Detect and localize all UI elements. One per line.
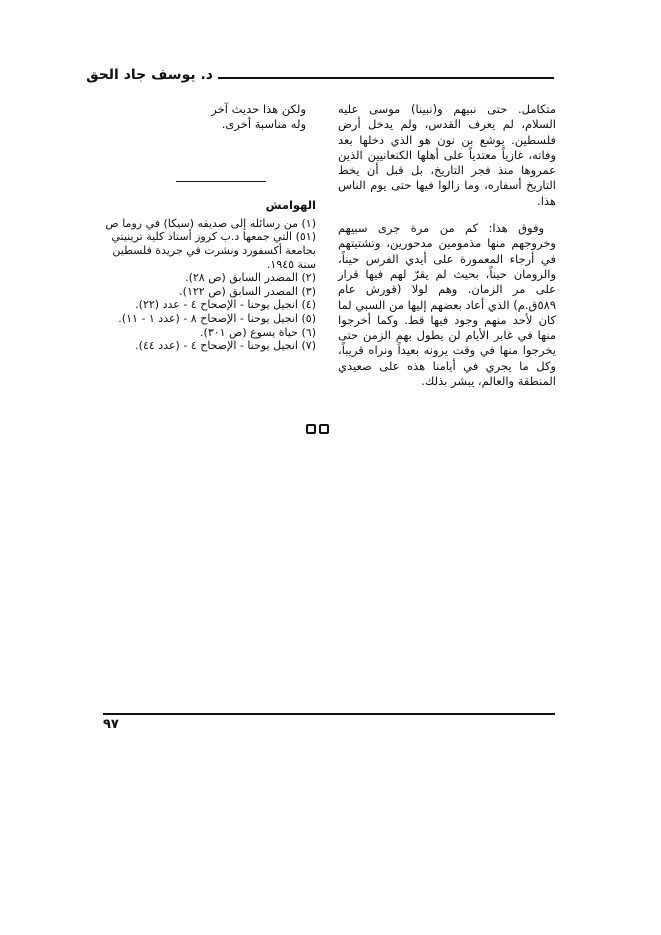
footnote-item: (٢) المصدر السابق (ص ٢٨). bbox=[185, 271, 316, 285]
footnote-item: (٤) انجيل يوحنا - الإصحاح ٤ - عدد (٢٢). bbox=[135, 298, 316, 312]
closing-lines bbox=[103, 102, 316, 133]
footnote-item: (٣) المصدر السابق (ص ١٢٢). bbox=[179, 284, 316, 298]
closing-line: وله مناسبة أخرى. bbox=[221, 117, 306, 132]
footnote-item: (١) من رسائله إلى صديقه (سيكا) في روما ص (٥١) التي جمعها د.ب كروز أستاذ كلية ترينيتي بجامعة أكسفورد ونشرت في جريدة فلسطين سنة ١٩٤٥. bbox=[105, 216, 316, 271]
footnote-item: (٧) انجيل يوحنا - الإصحاح ٤ - (عدد ٤٤). bbox=[135, 339, 316, 353]
body-paragraph: وفوق هذا: كم من مرة جرى سبيهم وخروجهم منها مذمومين مدحورين، وتشتيتهم في أرجاء المعمورة على أيدي الفرس حيناً، والرومان حيناً، بحيث لم يقرّ لهم فيها قرار على مر الزمان. وهم لولا (قورش عام ٥٨٩ق.م) الذي أعاد بعضهم إليها من السبي لما كان لأحد منهم وجود فيها قط. وكما أخرجوا منها في غابر الأيام لن يطول بهم الزمن حتى يخرجوا منها في وقت يرونه بعيداً ونراه قريباً، وكل ما يجري في أيامنا هذه على صعيدي المنطقة والعالم، يبشر بذلك. bbox=[338, 221, 556, 389]
left-column bbox=[103, 102, 316, 353]
square-icon bbox=[319, 424, 329, 434]
notes-heading: الهوامش bbox=[265, 197, 316, 212]
footnote-item: (٦) حياة يسوع (ص ٣٠١). bbox=[200, 325, 316, 339]
header-rule bbox=[218, 77, 554, 79]
footer-rule bbox=[103, 713, 555, 715]
right-column bbox=[338, 102, 556, 389]
footnote-item: (٥) انجيل يوحنا - الإصحاح ٨ - (عدد ١ - ١١). bbox=[118, 312, 316, 326]
header-author: د. يوسف جاد الحق bbox=[86, 67, 213, 83]
notes-list bbox=[103, 217, 316, 353]
body-paragraph: متكامل. حتى نبيهم و(نبينا) موسى عليه السلام، لم يعرف القدس، ولم يدخل أرض فلسطين. يوشع بن نون هو الذي دخلها بعد وفاته، غازياً معتدياً على أهلها الكنعانيين الذين عمروها منذ فجر التاريخ، بل قبل أن يخط التاريخ أسفاره، وما زالوا فيها حتى يوم الناس هذا. bbox=[338, 102, 556, 208]
page-number: ٩٧ bbox=[103, 717, 119, 732]
notes-separator bbox=[176, 181, 266, 182]
closing-line: ولكن هذا حديث آخر bbox=[211, 102, 306, 116]
square-icon bbox=[306, 424, 316, 434]
double-square-ornament-icon bbox=[306, 424, 329, 434]
